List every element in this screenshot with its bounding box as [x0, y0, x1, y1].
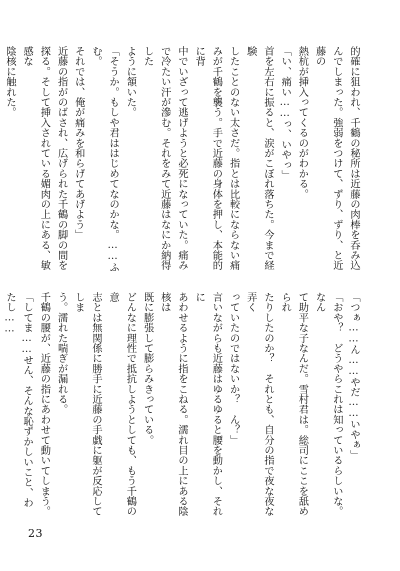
text-line: 「つぁ……ん……やだ……いやぁ」: [348, 292, 359, 460]
text-line: 首を左右に振ると、涙がこぼれ落ちた。今まで経験: [244, 46, 273, 271]
text-line: っていたのではないか？ ん？」: [227, 292, 239, 445]
text-line: 「おや？ どうやらこれは知っているらしいな。なん: [313, 292, 342, 517]
lower-text-block: [3, 292, 362, 517]
text-line: ように頷いた。: [124, 46, 136, 118]
text-line: 志とは無関係に勝手に近藤の手戯に躯が反応してしま: [72, 292, 101, 517]
text-line: 「い、痛い……っ、いやっ」: [279, 46, 291, 181]
text-line: で冷たい汗が滲む。それをみて近藤はなにか納得した: [141, 46, 170, 271]
text-line: 既に膨張して膨らみきっている。: [141, 292, 153, 445]
text-line: みが千鶴を襲う。手で近藤の身体を押し、本能的に背: [193, 46, 222, 271]
text-line: したことのない太さだ。指とは比較にならない痛: [227, 46, 239, 271]
text-line: [0, 46, 1, 273]
text-line: んでしまった。強弱をつけて、ずり、ずり、と近藤の: [313, 46, 342, 271]
page-number: 23: [28, 527, 43, 540]
text-line: 言いながらも近藤はゆるゆると腰を動かし、それに: [193, 292, 222, 517]
text-line: 探る。そして挿入されている媚肉の上にある、敏感な: [21, 46, 50, 271]
text-line: 中でいざって逃げようと必死になっていた。痛み: [175, 46, 187, 271]
text-line: あわせるように指をこねる。濡れ目の上にある陰核は: [158, 292, 187, 517]
text-line: 「そうか。もしや君ははじめてなのかな。……ふむ。: [89, 46, 119, 272]
text-line: 近藤の指がのばされ、広げられた千鶴の脚の間を: [55, 46, 67, 271]
text-line: 陰核に触れた。: [3, 46, 15, 118]
text-line: 「してま……せん、そんな恥ずかしいこと、わたし……: [3, 292, 33, 508]
text-line: う。濡れた喘ぎが漏れる。: [55, 292, 67, 415]
text-line: それでは、俺が痛みを和らげてあげよう」: [72, 46, 84, 240]
text-line: どんなに理性で抵抗しようとしても、もう千鶴の意: [107, 292, 136, 517]
upper-text-block: [3, 46, 362, 273]
text-line: 熱杭が挿入ってくるのがわかる。: [296, 46, 308, 199]
text-line: たりしたのか？ それとも、自分の指で夜な夜な弄く: [244, 292, 273, 517]
text-line: [0, 292, 1, 517]
text-line: て助平な子なんだ。雪村君は。総司にここを舐められ: [279, 292, 308, 517]
text-line: 的確に狙われ、千鶴の秘所は近藤の肉棒を呑み込: [348, 46, 359, 271]
text-line: 千鶴の腰が、近藤の指にあわせて動いてしまう。: [38, 292, 50, 517]
